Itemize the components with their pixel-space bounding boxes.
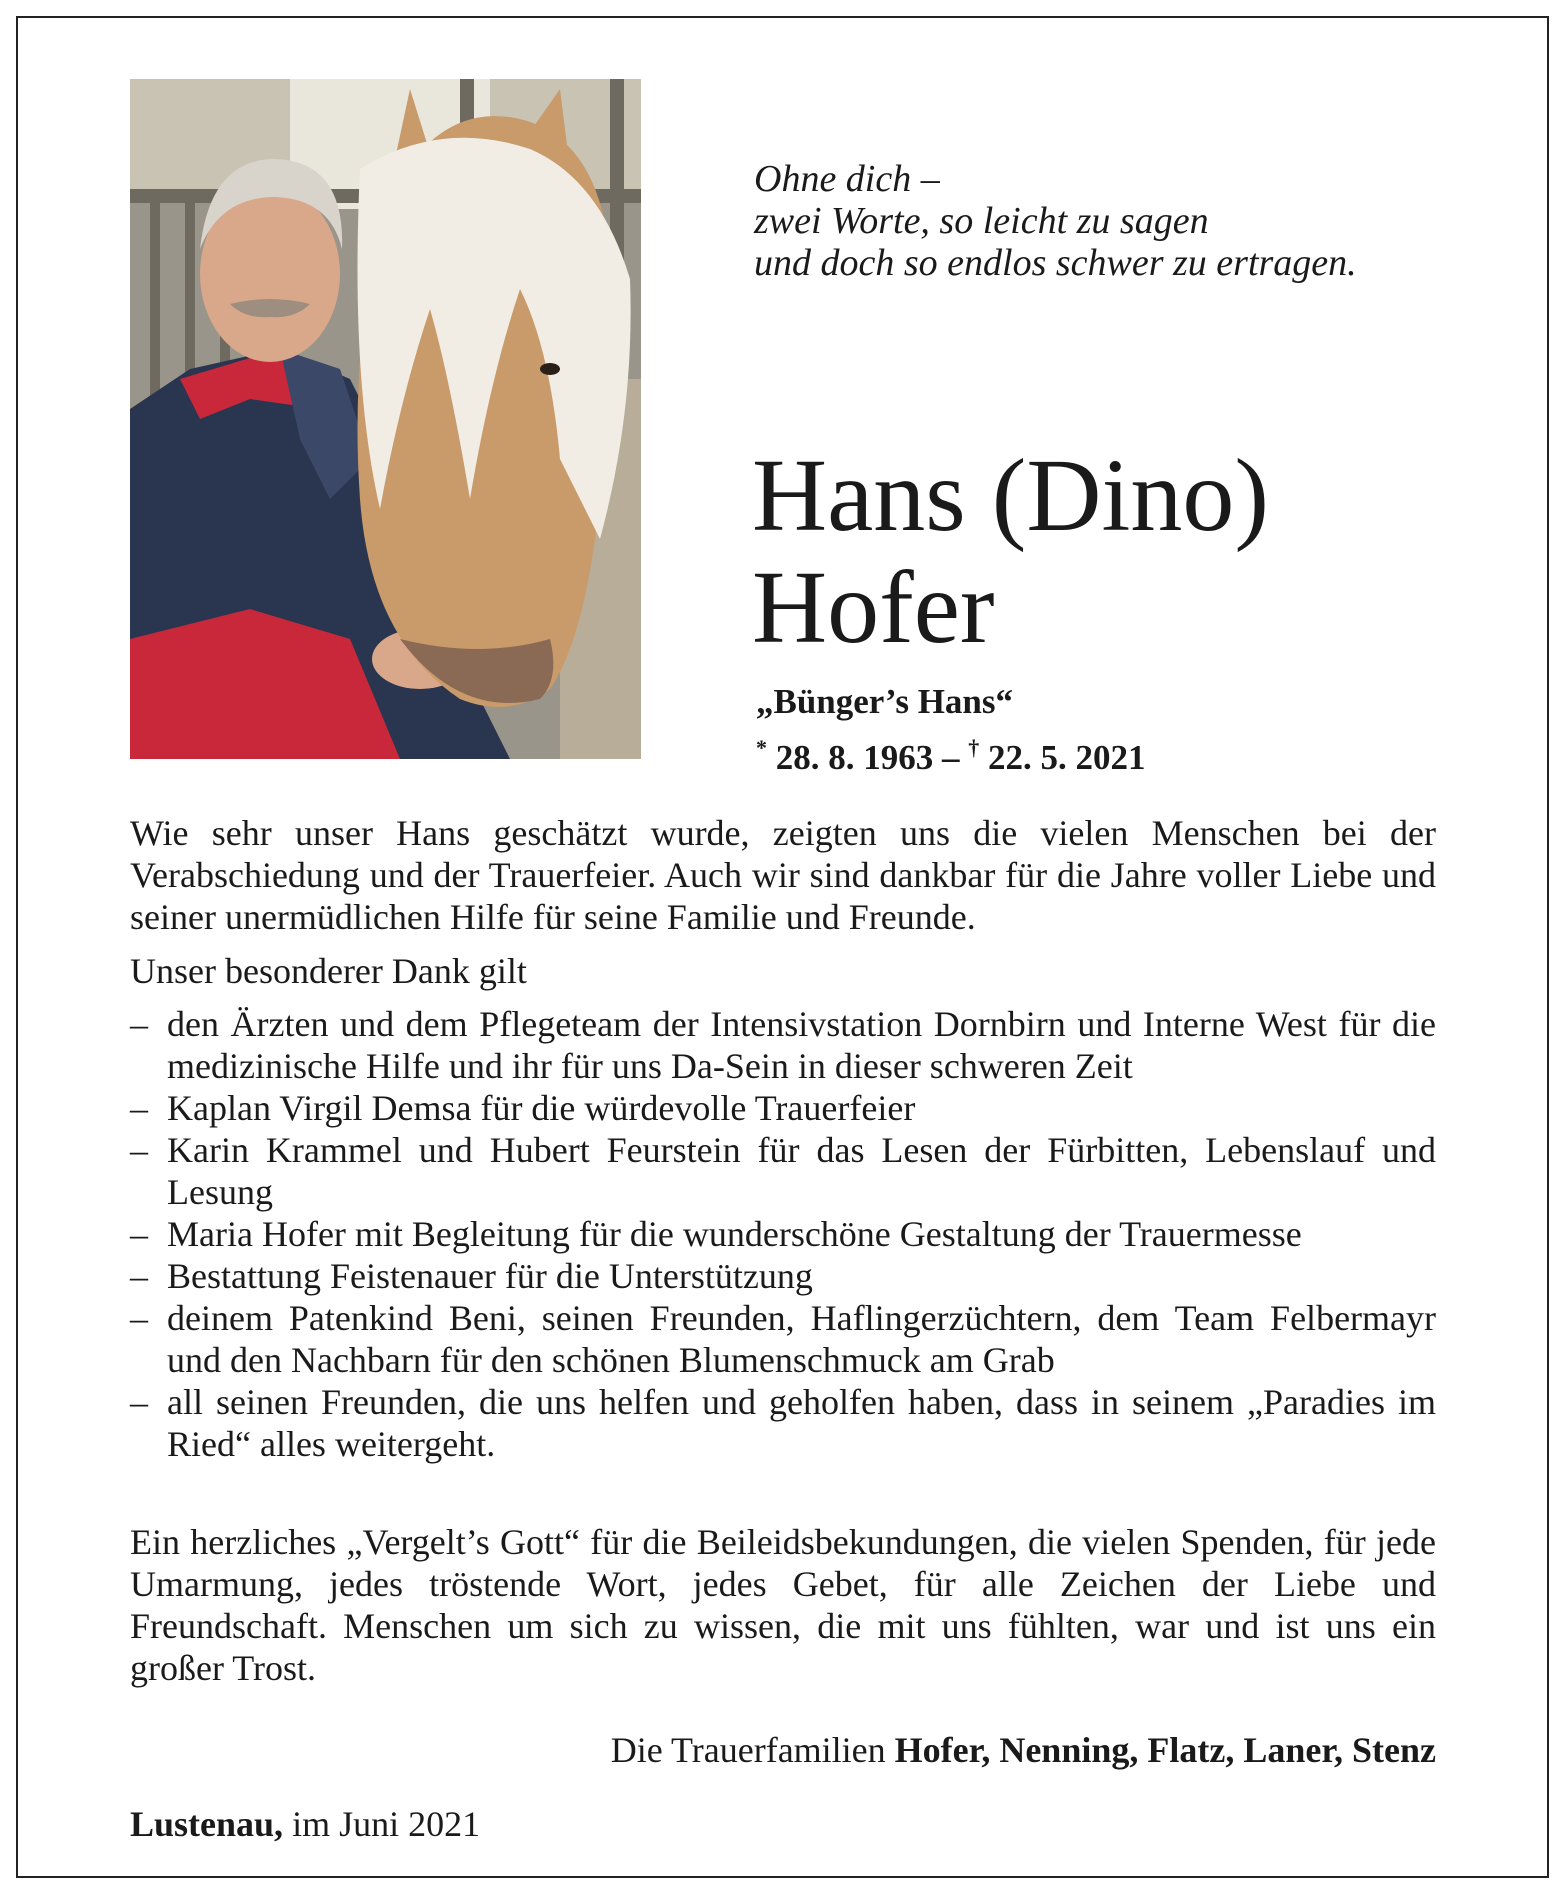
deceased-nickname: „Bünger’s Hans“ (756, 682, 1014, 721)
place-name: Lustenau, (130, 1804, 284, 1844)
thanks-item: – Bestattung Feistenauer für die Unterstützung (130, 1255, 1436, 1297)
thanks-item: – all seinen Freunden, die uns helfen und geholfen haben, dass in seinem „Paradies im Ried“ alles weitergeht. (130, 1381, 1436, 1465)
thanks-item: – Kaplan Virgil Demsa für die würdevolle Trauerfeier (130, 1087, 1436, 1129)
family-names: Hofer, Nenning, Flatz, Laner, Stenz (894, 1730, 1436, 1770)
date-text: im Juni 2021 (292, 1804, 481, 1844)
intro-paragraph: Wie sehr unser Hans geschätzt wurde, zeigten uns die vielen Menschen bei der Verabschiedung und der Trauerfeier. Auch wir sind dankbar für die Jahre voller Liebe und seiner unermüdlichen Hilfe für seine Familie und Freunde. (130, 813, 1436, 937)
date-separator: – (942, 738, 960, 777)
thanks-item: – deinem Patenkind Beni, seinen Freunden, Haflingerzüchtern, dem Team Felbermayr und den Nachbarn für den schönen Blumenschmuck am Grab (130, 1297, 1436, 1381)
life-dates (756, 726, 1146, 780)
thanks-heading: Unser besonderer Dank gilt (130, 951, 527, 991)
thanks-item: – den Ärzten und dem Pflegeteam der Intensivstation Dornbirn und Interne West für die medizinische Hilfe und ihr für uns Da-Sein in dieser schweren Zeit (130, 1003, 1436, 1087)
quote-line: zwei Worte, so leicht zu sagen (754, 200, 1209, 242)
birth-mark: * (756, 735, 767, 760)
thanks-item: – Maria Hofer mit Begleitung für die wunderschöne Gestaltung der Trauermesse (130, 1213, 1436, 1255)
death-mark: † (968, 735, 980, 760)
thanks-list (130, 1003, 1436, 1465)
signature-families (611, 1728, 1436, 1772)
thanks-item: – Karin Krammel und Hubert Feurstein für das Lesen der Fürbitten, Lebenslauf und Lesung (130, 1129, 1436, 1213)
memorial-quote (754, 158, 1454, 284)
death-date: 22. 5. 2021 (988, 738, 1146, 777)
birth-date: 28. 8. 1963 (775, 738, 934, 777)
portrait-photo (130, 79, 641, 759)
closing-paragraph: Ein herzliches „Vergelt’s Gott“ für die Beileidsbekundungen, die vielen Spenden, für jede Umarmung, jedes tröstende Wort, jedes Gebet, für alle Zeichen der Liebe und Freundschaft. Menschen um sich zu wissen, die mit uns fühlten, war und ist uns ein großer Trost. (130, 1522, 1436, 1688)
name-line-first: Hans (Dino) (752, 438, 1270, 553)
quote-line: Ohne dich – (754, 158, 940, 200)
deceased-name (752, 440, 1532, 664)
signature-prefix: Die Trauerfamilien (610, 1730, 886, 1770)
place-date (130, 1802, 480, 1846)
name-line-surname: Hofer (752, 550, 995, 665)
quote-line: und doch so endlos schwer zu ertragen. (754, 242, 1357, 284)
